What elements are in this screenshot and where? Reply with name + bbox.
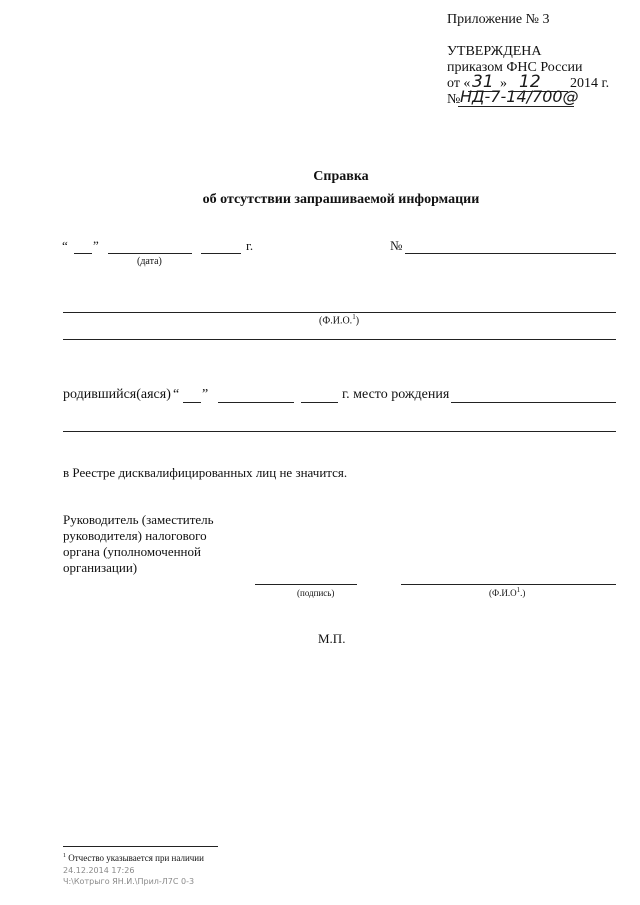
signature-blank <box>255 584 357 585</box>
date-year: 2014 г. <box>570 76 610 91</box>
born-month-blank <box>218 402 294 403</box>
fio-continuation-line <box>63 339 616 340</box>
year-suffix: г. <box>246 238 254 253</box>
date-month: 12 <box>519 72 541 92</box>
signatory-fio-caption <box>489 586 525 598</box>
day-blank <box>74 253 92 254</box>
fio-caption-text: (Ф.И.О. <box>319 315 353 327</box>
print-timestamp: 24.12.2014 17:26 <box>63 866 135 875</box>
born-year-blank <box>301 402 338 403</box>
footnote-separator <box>63 846 218 847</box>
date-separator: » <box>500 76 507 91</box>
signatory-footnote-mark: 1 <box>516 586 521 594</box>
number-value: НД-7-14/700@ <box>460 87 579 106</box>
fio-caption <box>319 313 359 326</box>
number-underline <box>458 106 574 107</box>
close-quote: ” <box>93 238 99 253</box>
signatory-position <box>63 512 214 576</box>
footnote-text: Отчество указывается при наличии <box>68 853 204 863</box>
date-day: 31 <box>472 72 494 92</box>
number-prefix: № <box>447 92 461 107</box>
file-info: Ч:\Котрыго ЯН.И.\Прил-Л7С 0-3 <box>63 877 195 886</box>
number-blank <box>405 253 616 254</box>
born-day-blank <box>183 402 201 403</box>
date-caption: (дата) <box>137 256 162 267</box>
signatory-line: руководителя) налогового <box>63 528 207 543</box>
born-open-quote: “ <box>173 387 180 402</box>
fio-caption-end: ) <box>355 315 360 327</box>
signatory-line: органа (уполномоченной <box>63 544 201 559</box>
order-by-label: приказом ФНС России <box>447 60 583 75</box>
signatory-fio-blank <box>401 584 616 585</box>
signatory-fio-caption-end: .) <box>520 588 526 598</box>
date-prefix: от « <box>447 76 471 91</box>
signatory-fio-caption-text: (Ф.И.О <box>489 588 517 598</box>
fio-footnote-mark: 1 <box>352 313 356 321</box>
birthplace-blank <box>451 402 616 403</box>
footnote <box>63 853 204 863</box>
signatory-line: Руководитель (заместитель <box>63 512 214 527</box>
approved-label: УТВЕРЖДЕНА <box>447 44 542 59</box>
month-blank <box>108 253 192 254</box>
registry-statement: в Реестре дисквалифицированных лиц не значится. <box>63 465 348 480</box>
born-year-suffix: г. место рождения <box>342 387 450 402</box>
born-close-quote: ” <box>202 387 209 402</box>
open-quote: “ <box>62 238 68 253</box>
footnote-mark: 1 <box>63 853 66 859</box>
stamp-place: М.П. <box>318 631 346 646</box>
born-label: родившийся(аяся) <box>63 387 171 402</box>
signature-caption: (подпись) <box>297 588 335 598</box>
appendix-label: Приложение № 3 <box>447 12 550 27</box>
document-title: Справка <box>313 169 369 184</box>
signatory-line: организации) <box>63 560 138 575</box>
year-blank <box>201 253 241 254</box>
document-subtitle: об отсутствии запрашиваемой информации <box>202 192 480 207</box>
number-sign: № <box>390 238 403 253</box>
birthplace-continuation-line <box>63 431 616 432</box>
